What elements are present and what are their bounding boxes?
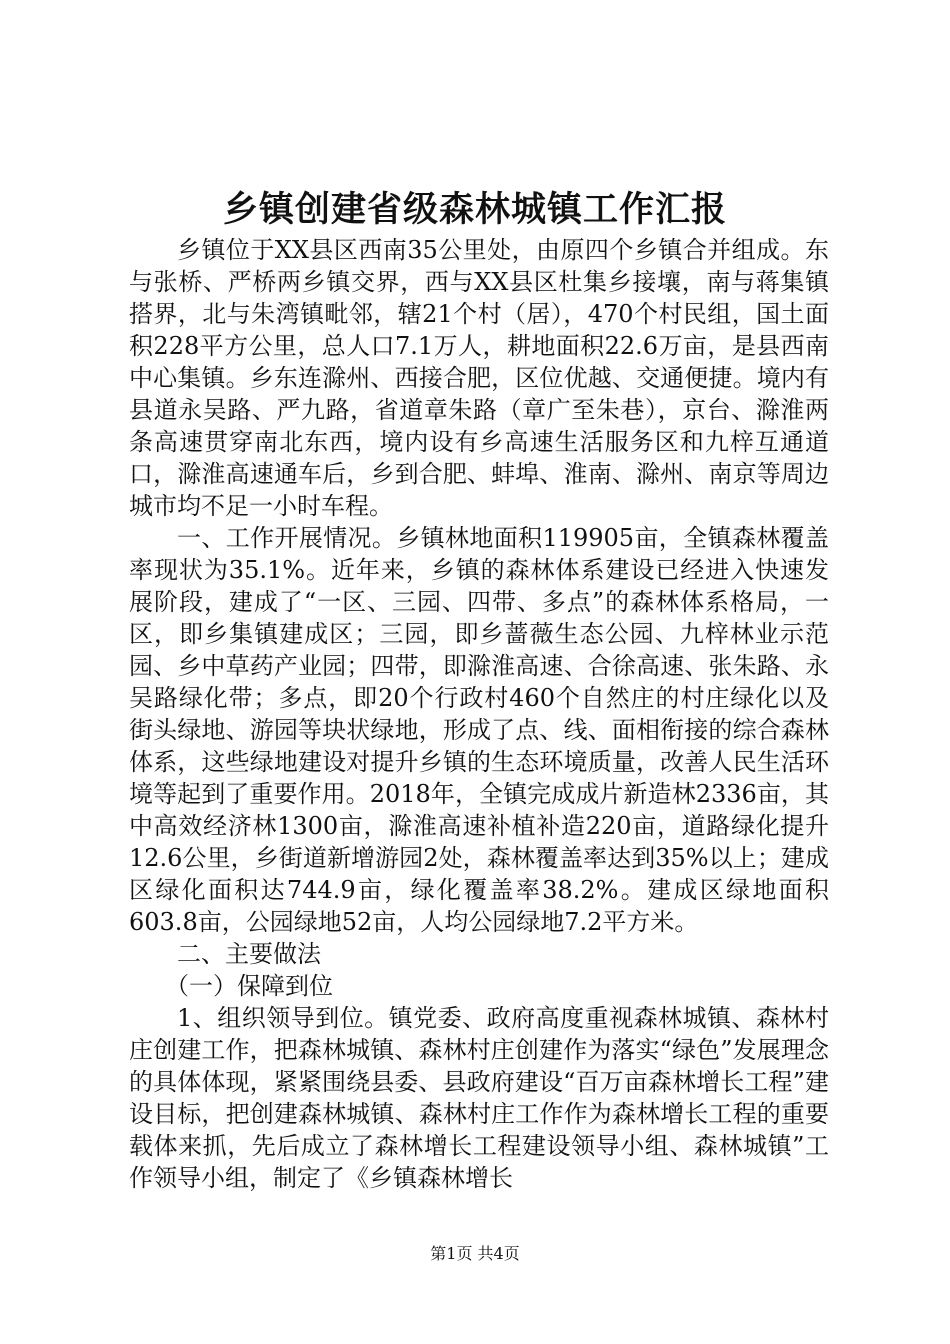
- document-body: [129, 234, 829, 1194]
- subsection-heading-guarantee: （一）保障到位: [165, 972, 333, 1000]
- document-title: 乡镇创建省级森林城镇工作汇报: [222, 189, 727, 230]
- paragraph-work-status: 一、工作开展情况。乡镇林地面积119905亩，全镇森林覆盖率现状为35.1%。近年来，乡镇的森林体系建设已经进入快速发展阶段，建成了“一区、三园、四带、多点”的森林体系格局，一区，即乡集镇建成区；三园，即乡蔷薇生态公园、九梓林业示范园、乡中草药产业园；四带，即滁淮高速、合徐高速、张朱路、永吴路绿化带；多点，即20个行政村460个自然庄的村庄绿化以及街头绿地、游园等块状绿地，形成了点、线、面相衔接的综合森林体系，这些绿地建设对提升乡镇的生态环境质量，改善人民生活环境等起到了重要作用。2018年，全镇完成成片新造林2336亩，其中高效经济林1300亩，滁淮高速补植补造220亩，道路绿化提升12.6公里，乡街道新增游园2处，森林覆盖率达到35%以上；建成区绿化面积达744.9亩，绿化覆盖率38.2%。建成区绿地面积603.8亩，公园绿地52亩，人均公园绿地7.2平方米。: [129, 524, 829, 936]
- paragraph-intro: 乡镇位于XX县区西南35公里处，由原四个乡镇合并组成。东与张桥、严桥两乡镇交界，西与XX县区杜集乡接壤，南与蒋集镇搭界，北与朱湾镇毗邻，辖21个村（居），470个村民组，国土面积228平方公里，总人口7.1万人，耕地面积22.6万亩，是县西南中心集镇。乡东连滁州、西接合肥，区位优越、交通便捷。境内有县道永吴路、严九路，省道章朱路（章广至朱巷），京台、滁淮两条高速贯穿南北东西，境内设有乡高速生活服务区和九梓互通道口，滁淮高速通车后，乡到合肥、蚌埠、淮南、滁州、南京等周边城市均不足一小时车程。: [129, 236, 829, 520]
- paragraph-organization: 1、组织领导到位。镇党委、政府高度重视森林城镇、森林村庄创建工作，把森林城镇、森林村庄创建作为落实“绿色”发展理念的具体体现，紧紧围绕县委、县政府建设“百万亩森林增长工程”建设目标，把创建森林城镇、森林村庄工作作为森林增长工程的重要载体来抓，先后成立了森林增长工程建设领导小组、森林城镇”工作领导小组，制定了《乡镇森林增长: [129, 1004, 829, 1192]
- page-footer: 第1页 共4页: [430, 1244, 520, 1263]
- section-heading-main-practices: 二、主要做法: [177, 940, 321, 968]
